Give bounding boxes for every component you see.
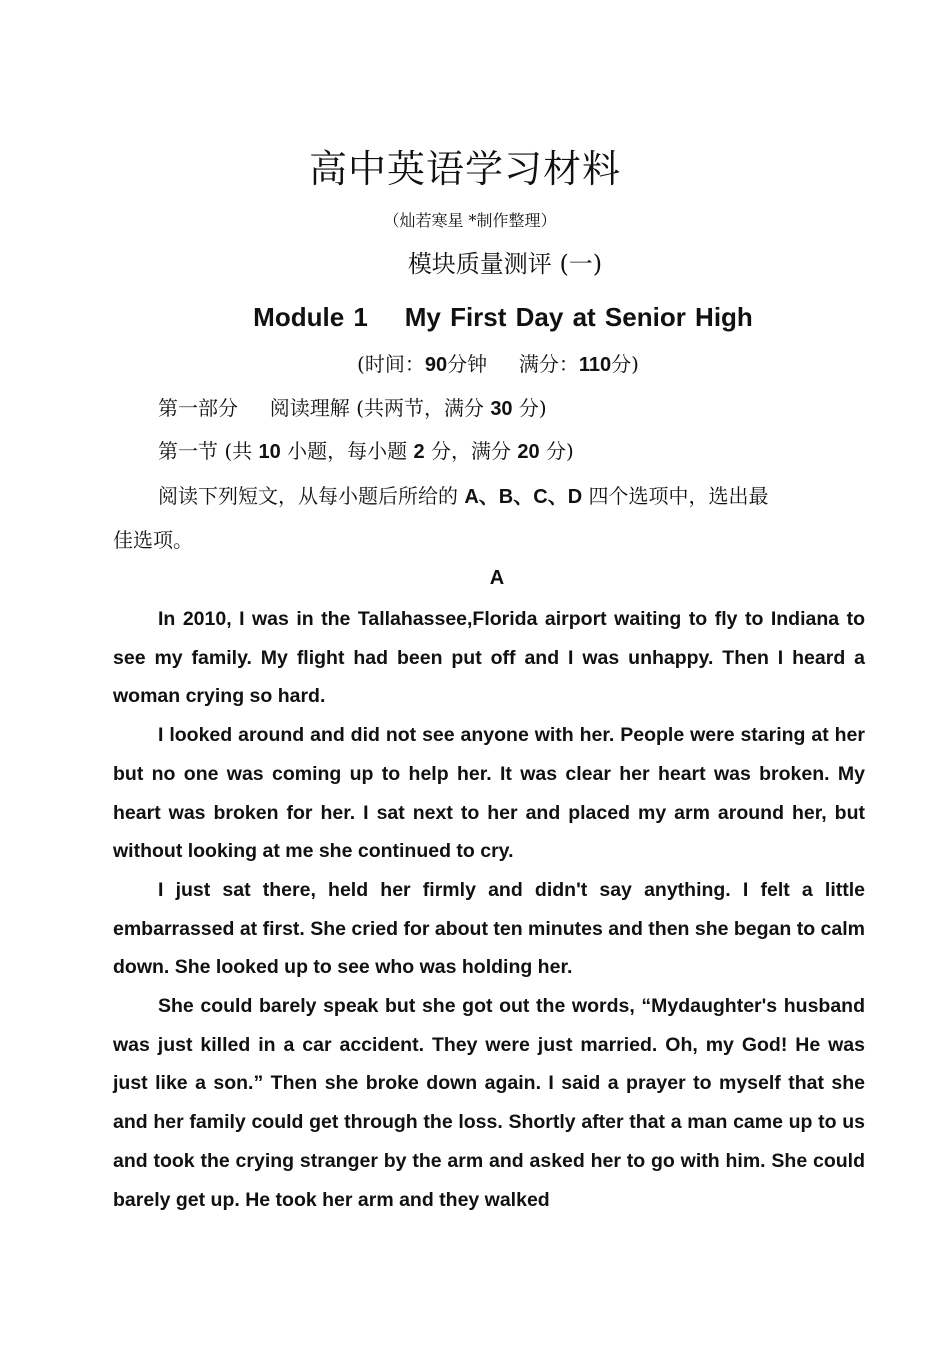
part-label: 第一部分 阅读理解 (共两节，满分 [158,396,491,420]
instruction-line [158,480,769,509]
score-unit: 分) [611,352,639,376]
passage-label: A [489,567,505,589]
instruction-a: 阅读下列短文，从每小题后所给的 [158,484,465,508]
time-unit: 分钟 满分： [447,352,579,376]
passage-paragraph: I just sat there, held her firmly and didn't say anything. I felt a little embarrassed at first. She cried for about ten minutes and then she began to calm down. She looked up to see who was holding her. [113,878,866,979]
module-cn-title: 模块质量测评 (一) [407,250,603,278]
passage-body [113,600,865,1219]
exam-time-score [0,348,950,377]
section-count: 10 [258,441,281,463]
score-value: 110 [578,354,612,376]
part-unit: 分) [512,396,547,420]
section-total: 20 [517,441,540,463]
part-heading [158,392,547,421]
passage-paragraph: In 2010, I was in the Tallahassee,Florida airport waiting to fly to Indiana to see my family. My flight had been put off and I was unhappy. Then I heard a woman crying so hard. [113,608,865,708]
instruction-continued: 佳选项。 [113,528,193,552]
document-subtitle: （灿若寒星 *制作整理） [383,211,557,230]
time-value: 90 [424,354,448,376]
module-en-title: Module 1 My First Day at Senior High [253,302,753,332]
section-heading [158,435,574,464]
passage-paragraph: She could barely speak but she got out the words, “Mydaughter's husband was just killed in a car accident. They were just married. Oh, my God! He was just like a son.” Then she broke down again. I said a prayer to myself that she and her family could get through the loss. Shortly after that a man came up to us and took the crying stranger by the arm and asked her to go with him. She could barely get up. He took her arm and they walked [113,995,865,1211]
section-each: 2 [413,441,425,463]
time-open: (时间： [357,352,425,376]
section-label: 第一节 (共 [158,439,259,463]
passage-paragraph: I looked around and did not see anyone with her. People were staring at her but no one was coming up to help her. It was clear her heart was broken. My heart was broken for her. I sat next to her and placed my arm around her, but without looking at me she continued to cry. [113,724,865,863]
document-title: 高中英语学习材料 [308,147,621,191]
section-mid2: 分，满分 [424,439,518,463]
section-unit: 分) [539,439,574,463]
instruction-options: A、B、C、D [464,486,583,508]
section-mid: 小题，每小题 [280,439,414,463]
part-score: 30 [490,398,513,420]
instruction-b: 四个选项中，选出最 [582,484,769,508]
